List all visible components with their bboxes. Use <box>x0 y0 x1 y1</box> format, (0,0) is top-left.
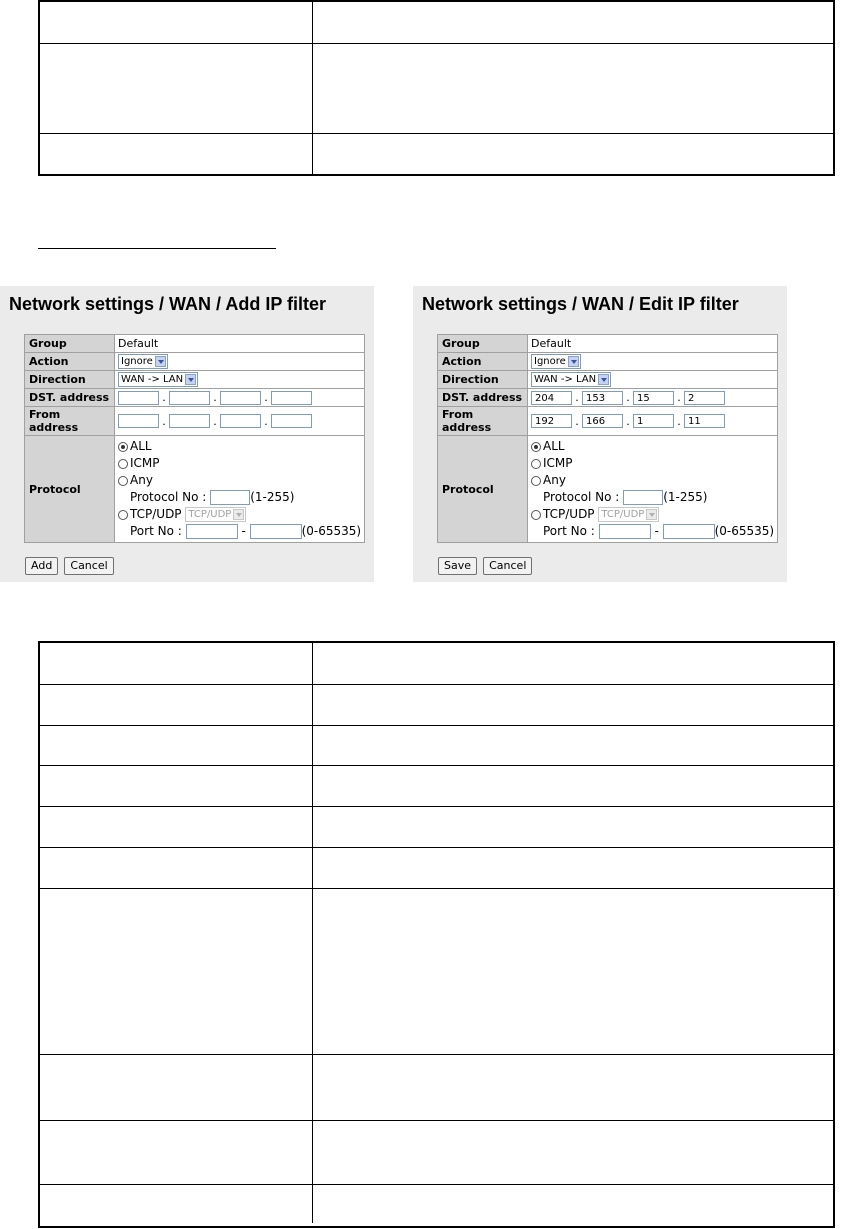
port-start-input[interactable] <box>186 524 238 539</box>
protocol-all-radio[interactable] <box>531 442 541 452</box>
port-no-label: Port No : <box>543 524 595 538</box>
table-row <box>40 889 833 1055</box>
action-select[interactable]: Ignore <box>118 354 168 369</box>
from-address-label: From address <box>25 407 115 436</box>
protocol-all-radio[interactable] <box>118 442 128 452</box>
edit-ip-filter-form: Group Default Action Ignore Direction WAN -> LAN DST. address 204 . 153 . 15 . 2 From address 192 . 166 . 1 . 11 Protocol ALL ICMP Any Protocol No : (1-255) TCP/UDP TCP/UDP Port No : - (0-65535) <box>437 334 778 543</box>
table-row <box>40 643 833 685</box>
dst-octet-2-input[interactable] <box>169 391 210 405</box>
action-select[interactable]: Ignore <box>531 354 581 369</box>
chevron-down-icon <box>646 509 657 520</box>
group-label: Group <box>25 335 115 353</box>
port-no-label: Port No : <box>130 524 182 538</box>
table-row <box>40 1185 833 1223</box>
protocol-all-label: ALL <box>130 439 152 453</box>
panel-title: Network settings / WAN / Edit IP filter <box>422 294 739 314</box>
protocol-tcpudp-label: TCP/UDP <box>130 507 182 521</box>
top-doc-table <box>38 0 835 176</box>
cancel-button[interactable]: Cancel <box>64 557 113 575</box>
bottom-doc-table <box>38 641 835 1228</box>
dst-octet-2-input[interactable]: 153 <box>582 391 623 405</box>
port-range-label: (0-65535) <box>301 524 362 538</box>
direction-label: Direction <box>25 371 115 389</box>
table-row <box>40 766 833 807</box>
chevron-down-icon <box>155 356 166 367</box>
protocol-any-radio[interactable] <box>118 476 128 486</box>
chevron-down-icon <box>568 356 579 367</box>
heading-underline <box>38 248 276 249</box>
chevron-down-icon <box>598 374 609 385</box>
from-octet-2-input[interactable]: 166 <box>582 414 623 428</box>
protocol-tcpudp-radio[interactable] <box>118 510 128 520</box>
add-ip-filter-form: Group Default Action Ignore Direction WAN -> LAN DST. address . . . From address . . . Protocol ALL ICMP Any Protocol No : (1-255) TCP/UDP TCP/UDP Port No : - (0-65535) <box>24 334 365 543</box>
dst-octet-4-input[interactable]: 2 <box>684 391 725 405</box>
protocol-tcpudp-radio[interactable] <box>531 510 541 520</box>
protocol-all-label: ALL <box>543 439 565 453</box>
protocol-label: Protocol <box>25 436 115 543</box>
table-row <box>40 726 833 766</box>
dst-octet-1-input[interactable]: 204 <box>531 391 572 405</box>
panel-title: Network settings / WAN / Add IP filter <box>9 294 327 314</box>
dst-octet-3-input[interactable]: 15 <box>633 391 674 405</box>
edit-ip-filter-panel <box>413 286 787 582</box>
port-start-input[interactable] <box>599 524 651 539</box>
group-value: Default <box>528 335 778 353</box>
add-ip-filter-panel <box>0 286 374 582</box>
protocol-any-label: Any <box>543 473 566 487</box>
direction-label: Direction <box>438 371 528 389</box>
protocol-no-input[interactable] <box>210 490 250 505</box>
action-label: Action <box>438 353 528 371</box>
protocol-no-label: Protocol No : <box>543 490 620 504</box>
protocol-no-label: Protocol No : <box>130 490 207 504</box>
dst-octet-1-input[interactable] <box>118 391 159 405</box>
port-range-label: (0-65535) <box>714 524 775 538</box>
from-octet-3-input[interactable]: 1 <box>633 414 674 428</box>
add-button[interactable]: Add <box>25 557 58 575</box>
protocol-icmp-label: ICMP <box>130 456 160 470</box>
port-end-input[interactable] <box>250 524 302 539</box>
chevron-down-icon <box>185 374 196 385</box>
action-label: Action <box>25 353 115 371</box>
dst-octet-3-input[interactable] <box>220 391 261 405</box>
protocol-range-label: (1-255) <box>250 490 295 504</box>
protocol-tcpudp-label: TCP/UDP <box>543 507 595 521</box>
table-row <box>40 848 833 889</box>
table-row <box>40 2 833 44</box>
from-octet-4-input[interactable] <box>271 414 312 428</box>
protocol-label: Protocol <box>438 436 528 543</box>
protocol-any-label: Any <box>130 473 153 487</box>
table-row <box>40 44 833 134</box>
protocol-any-radio[interactable] <box>531 476 541 486</box>
save-button[interactable]: Save <box>438 557 477 575</box>
from-octet-1-input[interactable] <box>118 414 159 428</box>
protocol-no-input[interactable] <box>623 490 663 505</box>
protocol-range-label: (1-255) <box>663 490 708 504</box>
chevron-down-icon <box>233 509 244 520</box>
from-octet-1-input[interactable]: 192 <box>531 414 572 428</box>
dst-address-label: DST. address <box>438 389 528 407</box>
table-row <box>40 685 833 726</box>
group-label: Group <box>438 335 528 353</box>
from-octet-3-input[interactable] <box>220 414 261 428</box>
table-row <box>40 1055 833 1121</box>
from-address-label: From address <box>438 407 528 436</box>
tcpudp-select[interactable]: TCP/UDP <box>185 507 246 522</box>
dst-address-label: DST. address <box>25 389 115 407</box>
protocol-icmp-radio[interactable] <box>531 459 541 469</box>
from-octet-4-input[interactable]: 11 <box>684 414 725 428</box>
protocol-icmp-label: ICMP <box>543 456 573 470</box>
direction-select[interactable]: WAN -> LAN <box>118 372 198 387</box>
cancel-button[interactable]: Cancel <box>483 557 532 575</box>
from-octet-2-input[interactable] <box>169 414 210 428</box>
table-row <box>40 807 833 848</box>
protocol-icmp-radio[interactable] <box>118 459 128 469</box>
group-value: Default <box>115 335 365 353</box>
port-end-input[interactable] <box>663 524 715 539</box>
tcpudp-select[interactable]: TCP/UDP <box>598 507 659 522</box>
dst-octet-4-input[interactable] <box>271 391 312 405</box>
table-row <box>40 1121 833 1185</box>
direction-select[interactable]: WAN -> LAN <box>531 372 611 387</box>
table-row <box>40 134 833 174</box>
